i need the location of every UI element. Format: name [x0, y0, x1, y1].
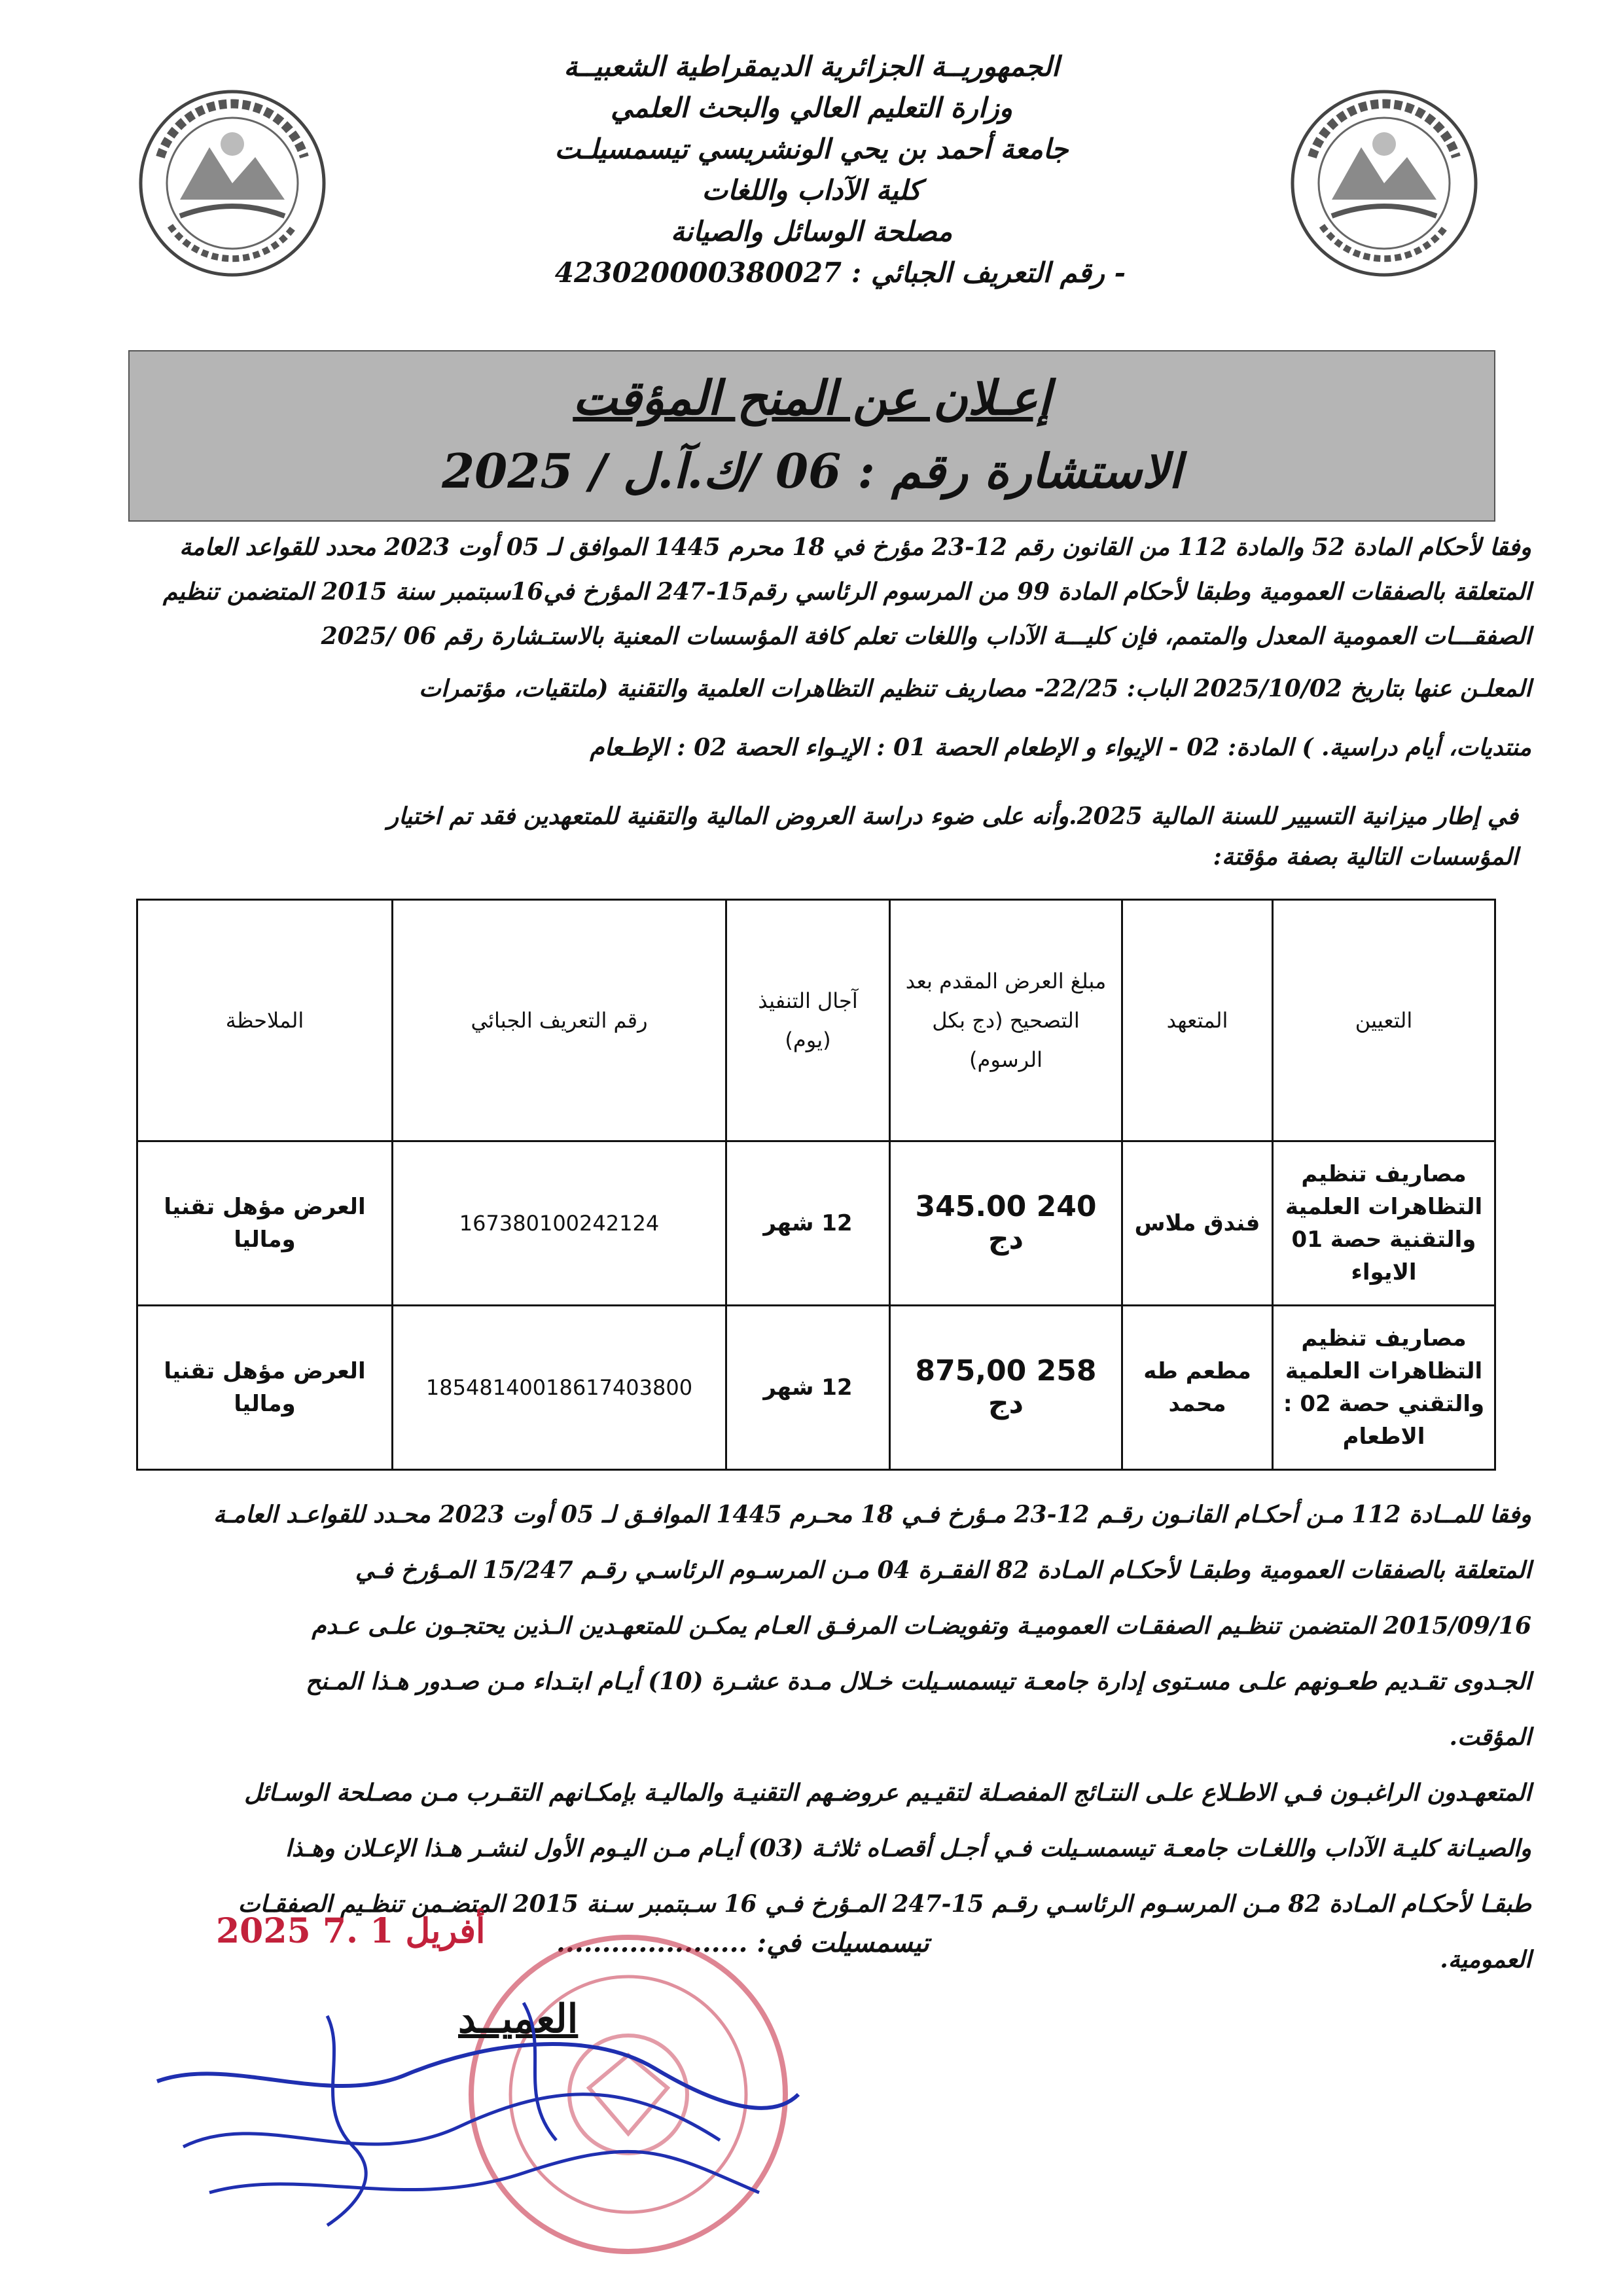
consultation-number: الاستشارة رقم : 06 /ك.آ.ل / 2025	[442, 443, 1182, 499]
cell-bidder: مطعم طه محمد	[1122, 1306, 1273, 1470]
cell-designation: مصاريف تنظيم التظاهرات العلمية والتقني حصة 02 : الاطعام	[1273, 1306, 1495, 1470]
cell-duration: 12 شهر	[726, 1306, 890, 1470]
announcement-banner	[128, 350, 1495, 522]
header-line: جامعة أحمد بن يحي الونشريسي تيسمسيلـت	[554, 133, 1069, 165]
table-row	[137, 1141, 1495, 1306]
cell-tax-id: 18548140018617403800	[393, 1306, 726, 1470]
column-header-remark: الملاحظة	[137, 900, 393, 1141]
letterhead	[458, 46, 1165, 293]
dean-title: العميــد	[458, 1996, 579, 2042]
intro-line: الصفقـــات العمومية المعدل والمتمم، فإن كليـــة الآداب واللغات تعلم كافة المؤسسات المعنية بالاستـشارة رقم 06 /2025	[321, 622, 1531, 650]
results-line: والصيـانة كليـة الآداب واللغـات جامعـة تيسمسـيلت فـي أجـل أقصـاه ثلاثـة (03) أيـام مـن اليـوم الأول لنشـر هـذا الإعـلان وهـذا	[285, 1835, 1531, 1862]
column-header-tax-id: رقم التعريف الجبائي	[393, 900, 726, 1141]
cell-tax-id: 167380100242124	[393, 1141, 726, 1306]
handwritten-signature	[131, 1977, 818, 2251]
results-table	[136, 899, 1496, 1471]
intro-line: المعلـن عنها بتاريخ 2025/10/02 الباب: 22/25- مصاريف تنظيم التظاهرات العلمية والتقنية (ملتقيات، مؤتمرات	[418, 675, 1531, 702]
intro-line: منتديات، أيام دراسية. ) المادة: 02 - الإيواء و الإطعام الحصة 01 : الإيـواء الحصة 02 : الإطـعام	[590, 734, 1531, 761]
appeal-line: وفقا للمــادة 112 مـن أحكـام القانـون رقـم 12-23 مـؤرخ فـي 18 محـرم 1445 الموافـق لـ 05 أوت 2023 محـدد للقواعـد العامـة	[213, 1501, 1531, 1528]
header-line: وزارة التعليم العالي والبحث العلمي	[611, 92, 1012, 124]
budget-line: المؤسسات التالية بصفة مؤقتة:	[1213, 843, 1518, 870]
appeal-line: الجـدوى تقـديم طعـونهم علـى مسـتوى إدارة جامعـة تيسمسـيلت خـلال مـدة عشـرة (10) أيـام ابتـداء مـن صـدور هـذا المـنح	[306, 1668, 1531, 1695]
column-header-duration: آجال التنفيذ (يوم)	[726, 900, 890, 1141]
intro-line: المتعلقة بالصفقات العمومية وطبقا لأحكام المادة 99 من المرسوم الرئاسي رقم15-247 المؤرخ في16سبتمبر سنة 2015 المتضمن تنظيم	[162, 578, 1531, 605]
header-line: كلية الآداب واللغات	[702, 174, 921, 206]
appeal-line: المتعلقة بالصفقات العمومية وطبقـا لأحكـام المـادة 82 الفقـرة 04 مـن المرسـوم الرئاسـي رقـم 15/247 المـؤرخ فـي	[355, 1556, 1531, 1584]
university-logo-right	[1286, 85, 1482, 281]
cell-remark: العرض مؤهل تقنيا وماليا	[137, 1306, 393, 1470]
fiscal-id-line: - رقم التعريف الجبائي : 423020000380027	[554, 257, 1126, 289]
cell-amount: 240 345.00 دج	[890, 1141, 1122, 1306]
header-line: الجمهوريــة الجزائرية الديمقراطية الشعبيــة	[563, 50, 1060, 82]
announcement-title: إعـلان عن المنح المؤقت	[573, 370, 1051, 425]
appeal-line: 2015/09/16 المتضمن تنظـيم الصفقـات العموميـة وتفويضـات المرفـق العـام يمكـن للمتعهـدين الـذين يحتجـون علـى عـدم	[312, 1612, 1531, 1640]
column-header-amount: مبلغ العرض المقدم بعد التصحيح (دج بكل الرسوم)	[890, 900, 1122, 1141]
university-logo-left	[134, 85, 330, 281]
budget-line: في إطار ميزانية التسيير للسنة المالية 2025.وأنه على ضوء دراسة العروض المالية والتقنية للمتعهدين فقد تم اختيار	[387, 802, 1518, 830]
cell-amount: 258 875,00 دج	[890, 1306, 1122, 1470]
column-header-designation: التعيين	[1273, 900, 1495, 1141]
results-line: العمومية.	[1440, 1946, 1531, 1973]
intro-line: وفقا لأحكام المادة 52 والمادة 112 من القانون رقم 12-23 مؤرخ في 18 محرم 1445 الموافق لـ 05 أوت 2023 محدد للقواعد العامة	[179, 533, 1531, 561]
results-line: المتعهـدون الراغبـون فـي الاطـلاع علـى النتـائج المفصـلة لتقيـيم عروضـهم التقنيـة والماليـة بإمكـانهم التقـرب مـن مصـلحة الوسـائل	[244, 1779, 1531, 1806]
date-stamp: 2025 أفريل 1 .7	[216, 1911, 486, 1951]
appeal-line: المؤقت.	[1449, 1723, 1531, 1751]
table-header-row	[137, 900, 1495, 1141]
place-date: تيسمسيلت في: .....................	[556, 1928, 929, 1958]
cell-bidder: فندق ملاس	[1122, 1141, 1273, 1306]
cell-designation: مصاريف تنظيم التظاهرات العلمية والتقنية حصة 01 الايواء	[1273, 1141, 1495, 1306]
results-line: طبقـا لأحكـام المـادة 82 مـن المرسـوم الرئاسـي رقـم 15-247 المـؤرخ فـي 16 سـبتمبر سـنة 2015 المتضـمن تنظـيم الصفقـات	[238, 1890, 1531, 1918]
column-header-bidder: المتعهد	[1122, 900, 1273, 1141]
header-line: مصلحة الوسائل والصيانة	[670, 215, 953, 247]
cell-duration: 12 شهر	[726, 1141, 890, 1306]
table-row	[137, 1306, 1495, 1470]
cell-remark: العرض مؤهل تقنيا وماليا	[137, 1141, 393, 1306]
